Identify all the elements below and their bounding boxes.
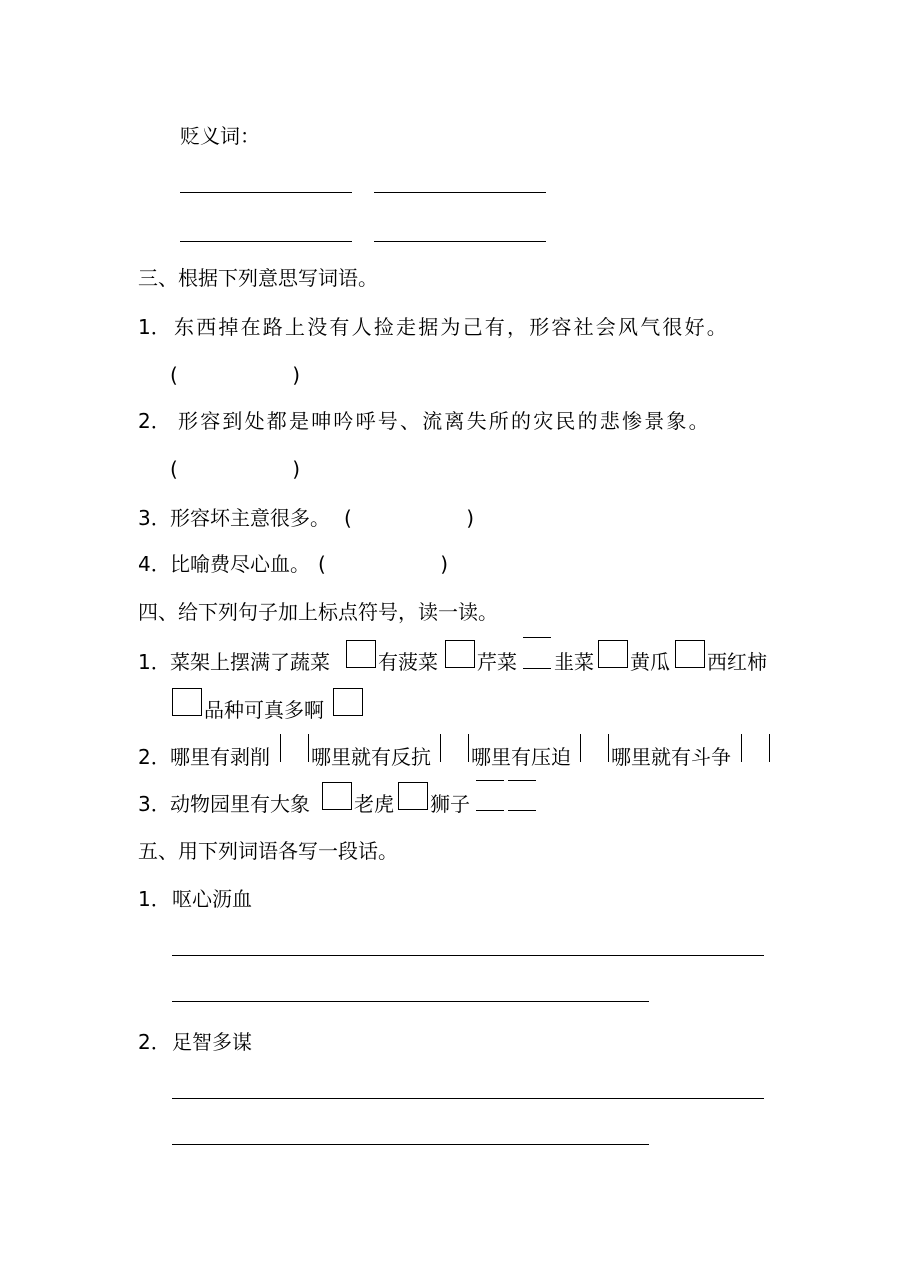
punctuation-line[interactable] <box>523 637 551 638</box>
punctuation-line[interactable] <box>476 780 504 781</box>
section-4-heading: 四、给下列句子加上标点符号，读一读。 <box>138 600 498 624</box>
item-word: 足智多谋 <box>172 1030 252 1054</box>
item-text: 形容坏主意很多。 <box>170 506 330 530</box>
item-number: 2． <box>138 409 171 433</box>
sentence-part: 哪里就有斗争 <box>611 745 731 769</box>
sentence-part: 哪里有压迫 <box>471 745 571 769</box>
sentence-part: 动物园里有大象 <box>170 792 310 816</box>
item-word: 呕心沥血 <box>172 887 252 911</box>
punctuation-mark[interactable] <box>468 734 469 762</box>
punctuation-mark[interactable] <box>308 734 309 762</box>
punctuation-mark[interactable] <box>608 734 609 762</box>
answer-parentheses[interactable]: ( ) <box>318 552 449 576</box>
item-text: 形容到处都是呻吟呼号、流离失所的灾民的悲惨景象。 <box>178 409 711 433</box>
sentence-part: 西红柿 <box>707 650 767 674</box>
punctuation-box[interactable] <box>398 782 428 810</box>
section-5-heading: 五、用下列词语各写一段话。 <box>138 839 398 863</box>
item-text: 比喻费尽心血。 <box>170 552 310 576</box>
writing-line[interactable] <box>172 955 764 956</box>
answer-parentheses[interactable]: ( ) <box>344 506 475 530</box>
item-text: 东西掉在路上没有人捡走据为己有，形容社会风气很好。 <box>174 315 729 339</box>
punctuation-mark[interactable] <box>741 734 742 762</box>
item-number: 2． <box>138 1030 171 1054</box>
answer-line[interactable] <box>180 192 352 193</box>
section-3-heading: 三、根据下列意思写词语。 <box>138 266 378 290</box>
item-number: 1． <box>138 315 171 339</box>
sentence-part: 哪里有剥削 <box>170 745 270 769</box>
item-number: 1． <box>138 650 171 674</box>
answer-parentheses[interactable]: ( ) <box>170 363 301 387</box>
item-number: 3． <box>138 792 171 816</box>
sentence-part: 黄瓜 <box>630 650 670 674</box>
antonym-label: 贬义词： <box>180 124 260 148</box>
punctuation-mark[interactable] <box>280 734 281 762</box>
answer-line[interactable] <box>374 192 546 193</box>
answer-parentheses[interactable]: ( ) <box>170 457 301 481</box>
sentence-part: 韭菜 <box>554 650 594 674</box>
punctuation-box[interactable] <box>346 640 376 668</box>
item-number: 3． <box>138 506 171 530</box>
punctuation-box[interactable] <box>675 640 705 668</box>
item-number: 2． <box>138 745 171 769</box>
item-number: 1． <box>138 887 171 911</box>
punctuation-box[interactable] <box>172 688 202 716</box>
punctuation-mark[interactable] <box>580 734 581 762</box>
punctuation-box[interactable] <box>322 782 352 810</box>
punctuation-line[interactable] <box>508 810 536 811</box>
answer-line[interactable] <box>180 241 352 242</box>
punctuation-line[interactable] <box>508 780 536 781</box>
writing-line[interactable] <box>172 1098 764 1099</box>
punctuation-mark[interactable] <box>440 734 441 762</box>
sentence-part: 狮子 <box>430 792 470 816</box>
punctuation-box[interactable] <box>598 640 628 668</box>
punctuation-line[interactable] <box>476 810 504 811</box>
sentence-part: 有菠菜 <box>378 650 438 674</box>
writing-line[interactable] <box>172 1001 649 1002</box>
writing-line[interactable] <box>172 1144 649 1145</box>
punctuation-line[interactable] <box>523 668 551 669</box>
sentence-part: 芹菜 <box>477 650 517 674</box>
punctuation-box[interactable] <box>445 640 475 668</box>
punctuation-mark[interactable] <box>769 734 770 762</box>
punctuation-box[interactable] <box>333 688 363 716</box>
sentence-part: 哪里就有反抗 <box>311 745 431 769</box>
item-number: 4． <box>138 552 171 576</box>
answer-line[interactable] <box>374 241 546 242</box>
sentence-part: 菜架上摆满了蔬菜 <box>170 650 330 674</box>
sentence-part: 品种可真多啊 <box>204 698 324 722</box>
sentence-part: 老虎 <box>354 792 394 816</box>
